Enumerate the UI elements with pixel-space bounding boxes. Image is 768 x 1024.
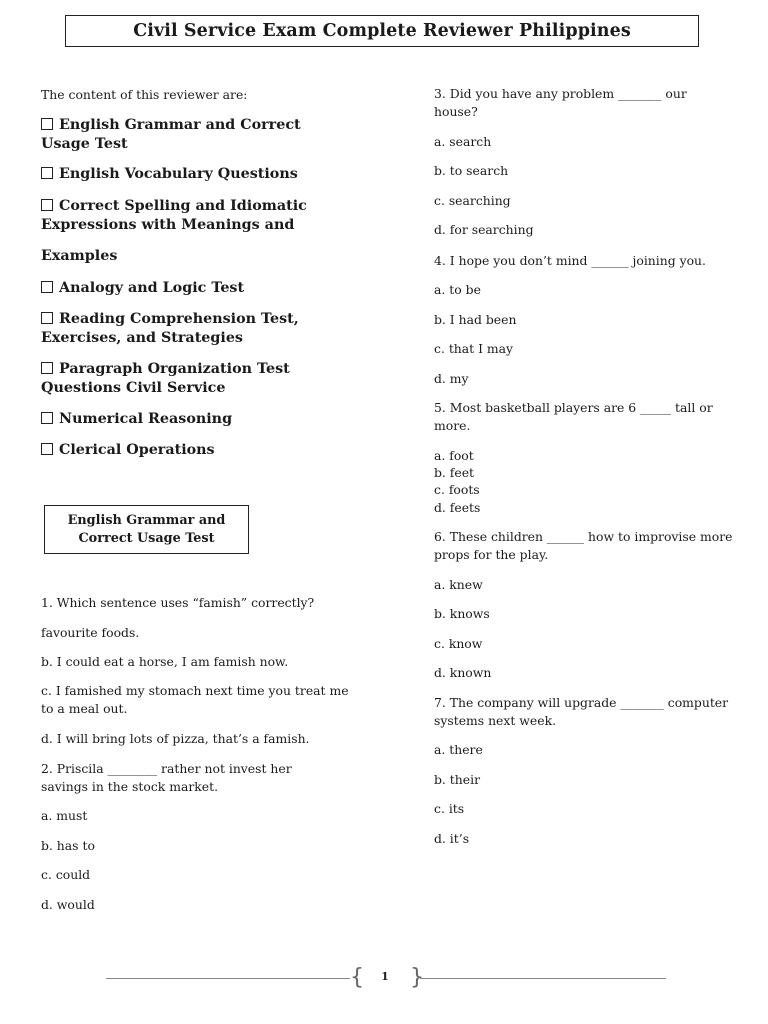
question-3: 3. Did you have any problem _______ our xyxy=(434,86,687,101)
question-7-option-b: b. their xyxy=(434,772,480,787)
question-6-cont: props for the play. xyxy=(434,547,549,562)
checkbox-icon xyxy=(41,443,53,455)
question-7: 7. The company will upgrade _______ computer xyxy=(434,695,729,710)
question-3-option-b: b. to search xyxy=(434,163,509,178)
question-3-cont: house? xyxy=(434,104,478,119)
question-4-option-d: d. my xyxy=(434,371,469,386)
question-7-cont: systems next week. xyxy=(434,713,557,728)
question-1-option-c-cont: to a meal out. xyxy=(41,701,128,716)
toc-item-vocabulary: English Vocabulary Questions xyxy=(41,165,298,184)
question-5-option-c: c. foots xyxy=(434,482,480,497)
toc-item-reading: Reading Comprehension Test, Exercises, and Strategies xyxy=(41,311,299,346)
question-1-option: favourite foods. xyxy=(41,625,140,640)
checkbox-icon xyxy=(41,362,53,374)
question-3-option-d: d. for searching xyxy=(434,222,534,237)
question-6-option-d: d. known xyxy=(434,665,492,680)
footer-left-bracket: { xyxy=(350,965,364,990)
question-1-option-d: d. I will bring lots of pizza, that’s a famish. xyxy=(41,731,310,746)
question-5-option-a: a. foot xyxy=(434,448,474,463)
checkbox-icon xyxy=(41,281,53,293)
question-2-cont: savings in the stock market. xyxy=(41,779,219,794)
question-2-option-b: b. has to xyxy=(41,838,95,853)
question-1: 1. Which sentence uses “famish” correctly? xyxy=(41,595,315,610)
checkbox-icon xyxy=(41,199,53,211)
toc-item-analogy: Analogy and Logic Test xyxy=(41,279,244,298)
checkbox-icon xyxy=(41,412,53,424)
question-6-option-b: b. knows xyxy=(434,606,490,621)
footer-rule-right xyxy=(420,978,666,979)
toc-item-english-grammar: English Grammar and Correct Usage Test xyxy=(41,117,301,152)
question-5-option-d: d. feets xyxy=(434,500,481,515)
toc-item-spelling-continued: Examples xyxy=(41,248,118,264)
question-3-option-c: c. searching xyxy=(434,193,511,208)
question-1-option-b: b. I could eat a horse, I am famish now. xyxy=(41,654,289,669)
intro-text: The content of this reviewer are: xyxy=(41,87,248,102)
question-3-option-a: a. search xyxy=(434,134,492,149)
checkbox-icon xyxy=(41,167,53,179)
page-title: Civil Service Exam Complete Reviewer Philippines xyxy=(65,15,699,47)
question-6: 6. These children ______ how to improvise more xyxy=(434,529,733,544)
question-5-option-b: b. feet xyxy=(434,465,475,480)
question-5: 5. Most basketball players are 6 _____ tall or xyxy=(434,400,713,415)
question-1-option-c: c. I famished my stomach next time you treat me xyxy=(41,683,349,698)
question-2-option-c: c. could xyxy=(41,867,91,882)
toc-item-numerical: Numerical Reasoning xyxy=(41,410,232,429)
question-2: 2. Priscila ________ rather not invest her xyxy=(41,761,292,776)
question-4-option-b: b. I had been xyxy=(434,312,517,327)
question-6-option-c: c. know xyxy=(434,636,483,651)
question-7-option-a: a. there xyxy=(434,742,483,757)
question-4: 4. I hope you don’t mind ______ joining you. xyxy=(434,253,706,268)
checkbox-icon xyxy=(41,118,53,130)
question-4-option-c: c. that I may xyxy=(434,341,514,356)
question-7-option-d: d. it’s xyxy=(434,831,470,846)
question-2-option-d: d. would xyxy=(41,897,95,912)
page-number: 1 xyxy=(381,970,389,983)
footer-rule-left xyxy=(106,978,350,979)
question-2-option-a: a. must xyxy=(41,808,88,823)
footer-right-bracket: } xyxy=(410,965,424,990)
question-7-option-c: c. its xyxy=(434,801,465,816)
checkbox-icon xyxy=(41,312,53,324)
question-5-cont: more. xyxy=(434,418,471,433)
question-6-option-a: a. knew xyxy=(434,577,483,592)
toc-item-clerical: Clerical Operations xyxy=(41,441,215,460)
question-4-option-a: a. to be xyxy=(434,282,481,297)
toc-item-paragraph: Paragraph Organization Test Questions Civil Service xyxy=(41,361,290,396)
section-heading-box: English Grammar and Correct Usage Test xyxy=(44,505,249,554)
toc-item-spelling: Correct Spelling and Idiomatic Expressions with Meanings and xyxy=(41,198,307,233)
